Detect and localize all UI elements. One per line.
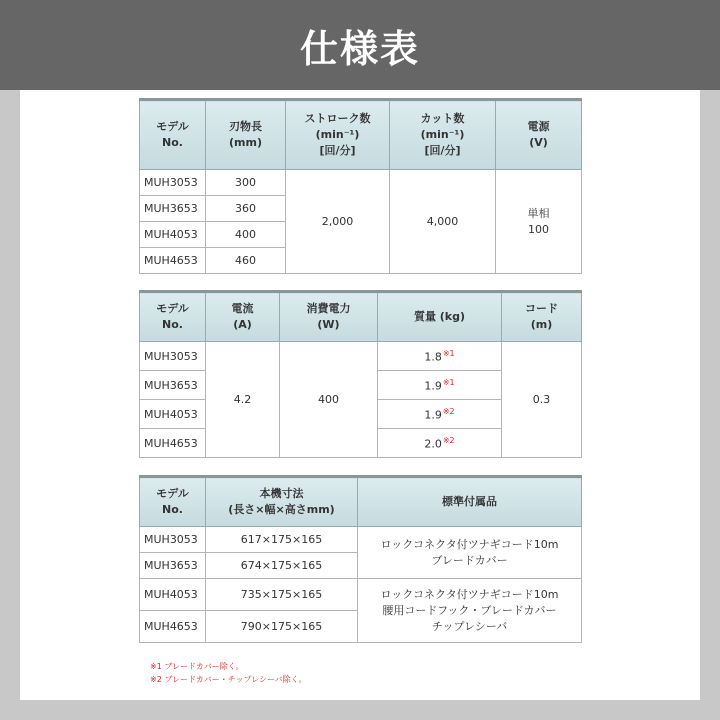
header-line: 電源	[527, 120, 550, 133]
blade-length-cell: 460	[206, 248, 286, 274]
weight-cell	[378, 429, 502, 458]
header-line: (min⁻¹)	[420, 128, 465, 141]
power-source-cell	[496, 170, 582, 274]
page-title: 仕様表	[299, 26, 420, 71]
header-weight: 質量 (kg)	[378, 292, 502, 342]
table-row	[140, 579, 582, 611]
spec-table-1	[139, 98, 582, 274]
table-row	[140, 527, 582, 553]
header-accessories: 標準付属品	[358, 477, 582, 527]
weight-note: ※1	[442, 377, 455, 387]
header-dimensions	[206, 477, 358, 527]
table-header-row	[140, 100, 582, 170]
table-header-row	[140, 477, 582, 527]
weight-value: 1.9	[424, 408, 442, 422]
model-cell: MUH3653	[140, 371, 206, 400]
header-line: (mm)	[229, 136, 262, 149]
blade-length-cell: 360	[206, 196, 286, 222]
header-line: (m)	[530, 318, 553, 331]
header-line: モデル	[156, 120, 189, 133]
accessories-cell	[358, 579, 582, 643]
model-cell: MUH4653	[140, 248, 206, 274]
header-cut	[390, 100, 496, 170]
model-cell: MUH4053	[140, 579, 206, 611]
table-row	[140, 342, 582, 371]
header-line: [回/分]	[424, 144, 461, 157]
spec-table-3	[139, 475, 582, 643]
weight-value: 1.8	[424, 350, 442, 364]
power-line: 100	[528, 222, 549, 236]
header-line: 消費電力	[306, 302, 351, 315]
weight-value: 2.0	[424, 437, 442, 451]
dimensions-cell: 735×175×165	[206, 579, 358, 611]
model-cell: MUH3053	[140, 527, 206, 553]
header-line: モデル	[156, 302, 189, 315]
footnote: ※2 ブレードカバー・チップレシーバ除く。	[150, 675, 307, 684]
header-line: No.	[162, 136, 183, 149]
header-line: (長さ×幅×高さmm)	[228, 503, 335, 516]
model-cell: MUH3653	[140, 553, 206, 579]
header-banner	[0, 0, 720, 90]
footnote: ※1 ブレードカバー除く。	[150, 662, 244, 671]
accessory-line: ブレードカバー	[431, 553, 508, 567]
dimensions-cell: 674×175×165	[206, 553, 358, 579]
weight-note: ※1	[442, 348, 455, 358]
stroke-cell: 2,000	[286, 170, 390, 274]
header-line: モデル	[156, 487, 189, 500]
header-power-source	[496, 100, 582, 170]
blade-length-cell: 400	[206, 222, 286, 248]
accessory-line: ロックコネクタ付ツナギコード10m	[380, 537, 559, 551]
model-cell: MUH3053	[140, 342, 206, 371]
accessory-line: 腰用コードフック・ブレードカバー	[382, 603, 557, 617]
cord-cell: 0.3	[502, 342, 582, 458]
header-blade	[206, 100, 286, 170]
model-cell: MUH3653	[140, 196, 206, 222]
footnotes	[150, 660, 306, 686]
header-line: (A)	[233, 318, 252, 331]
accessory-line: ロックコネクタ付ツナギコード10m	[380, 587, 559, 601]
spec-table-2	[139, 290, 582, 458]
header-model	[140, 292, 206, 342]
accessory-line: チップレシーバ	[431, 619, 508, 633]
header-line: No.	[162, 318, 183, 331]
model-cell: MUH4653	[140, 611, 206, 643]
blade-length-cell: 300	[206, 170, 286, 196]
header-line: ストローク数	[304, 112, 371, 125]
header-line: 電流	[231, 302, 254, 315]
weight-note: ※2	[442, 435, 455, 445]
weight-value: 1.9	[424, 379, 442, 393]
header-line: 刃物長	[229, 120, 262, 133]
header-stroke	[286, 100, 390, 170]
header-line: (min⁻¹)	[315, 128, 360, 141]
table-header-row	[140, 292, 582, 342]
model-cell: MUH4053	[140, 400, 206, 429]
header-line: カット数	[420, 112, 465, 125]
power-consumption-cell: 400	[280, 342, 378, 458]
table-row	[140, 170, 582, 196]
model-cell: MUH4653	[140, 429, 206, 458]
weight-note: ※2	[442, 406, 455, 416]
header-line: (W)	[317, 318, 340, 331]
dimensions-cell: 617×175×165	[206, 527, 358, 553]
header-current	[206, 292, 280, 342]
weight-cell	[378, 342, 502, 371]
accessories-cell	[358, 527, 582, 579]
cut-cell: 4,000	[390, 170, 496, 274]
weight-cell	[378, 400, 502, 429]
power-line: 単相	[527, 206, 550, 220]
header-model	[140, 100, 206, 170]
header-line: コード	[525, 302, 558, 315]
current-cell: 4.2	[206, 342, 280, 458]
header-line: 本機寸法	[259, 487, 304, 500]
header-line: [回/分]	[319, 144, 356, 157]
header-line: (V)	[529, 136, 548, 149]
weight-cell	[378, 371, 502, 400]
header-model	[140, 477, 206, 527]
header-cord	[502, 292, 582, 342]
header-power-consumption	[280, 292, 378, 342]
dimensions-cell: 790×175×165	[206, 611, 358, 643]
model-cell: MUH4053	[140, 222, 206, 248]
model-cell: MUH3053	[140, 170, 206, 196]
header-line: No.	[162, 503, 183, 516]
